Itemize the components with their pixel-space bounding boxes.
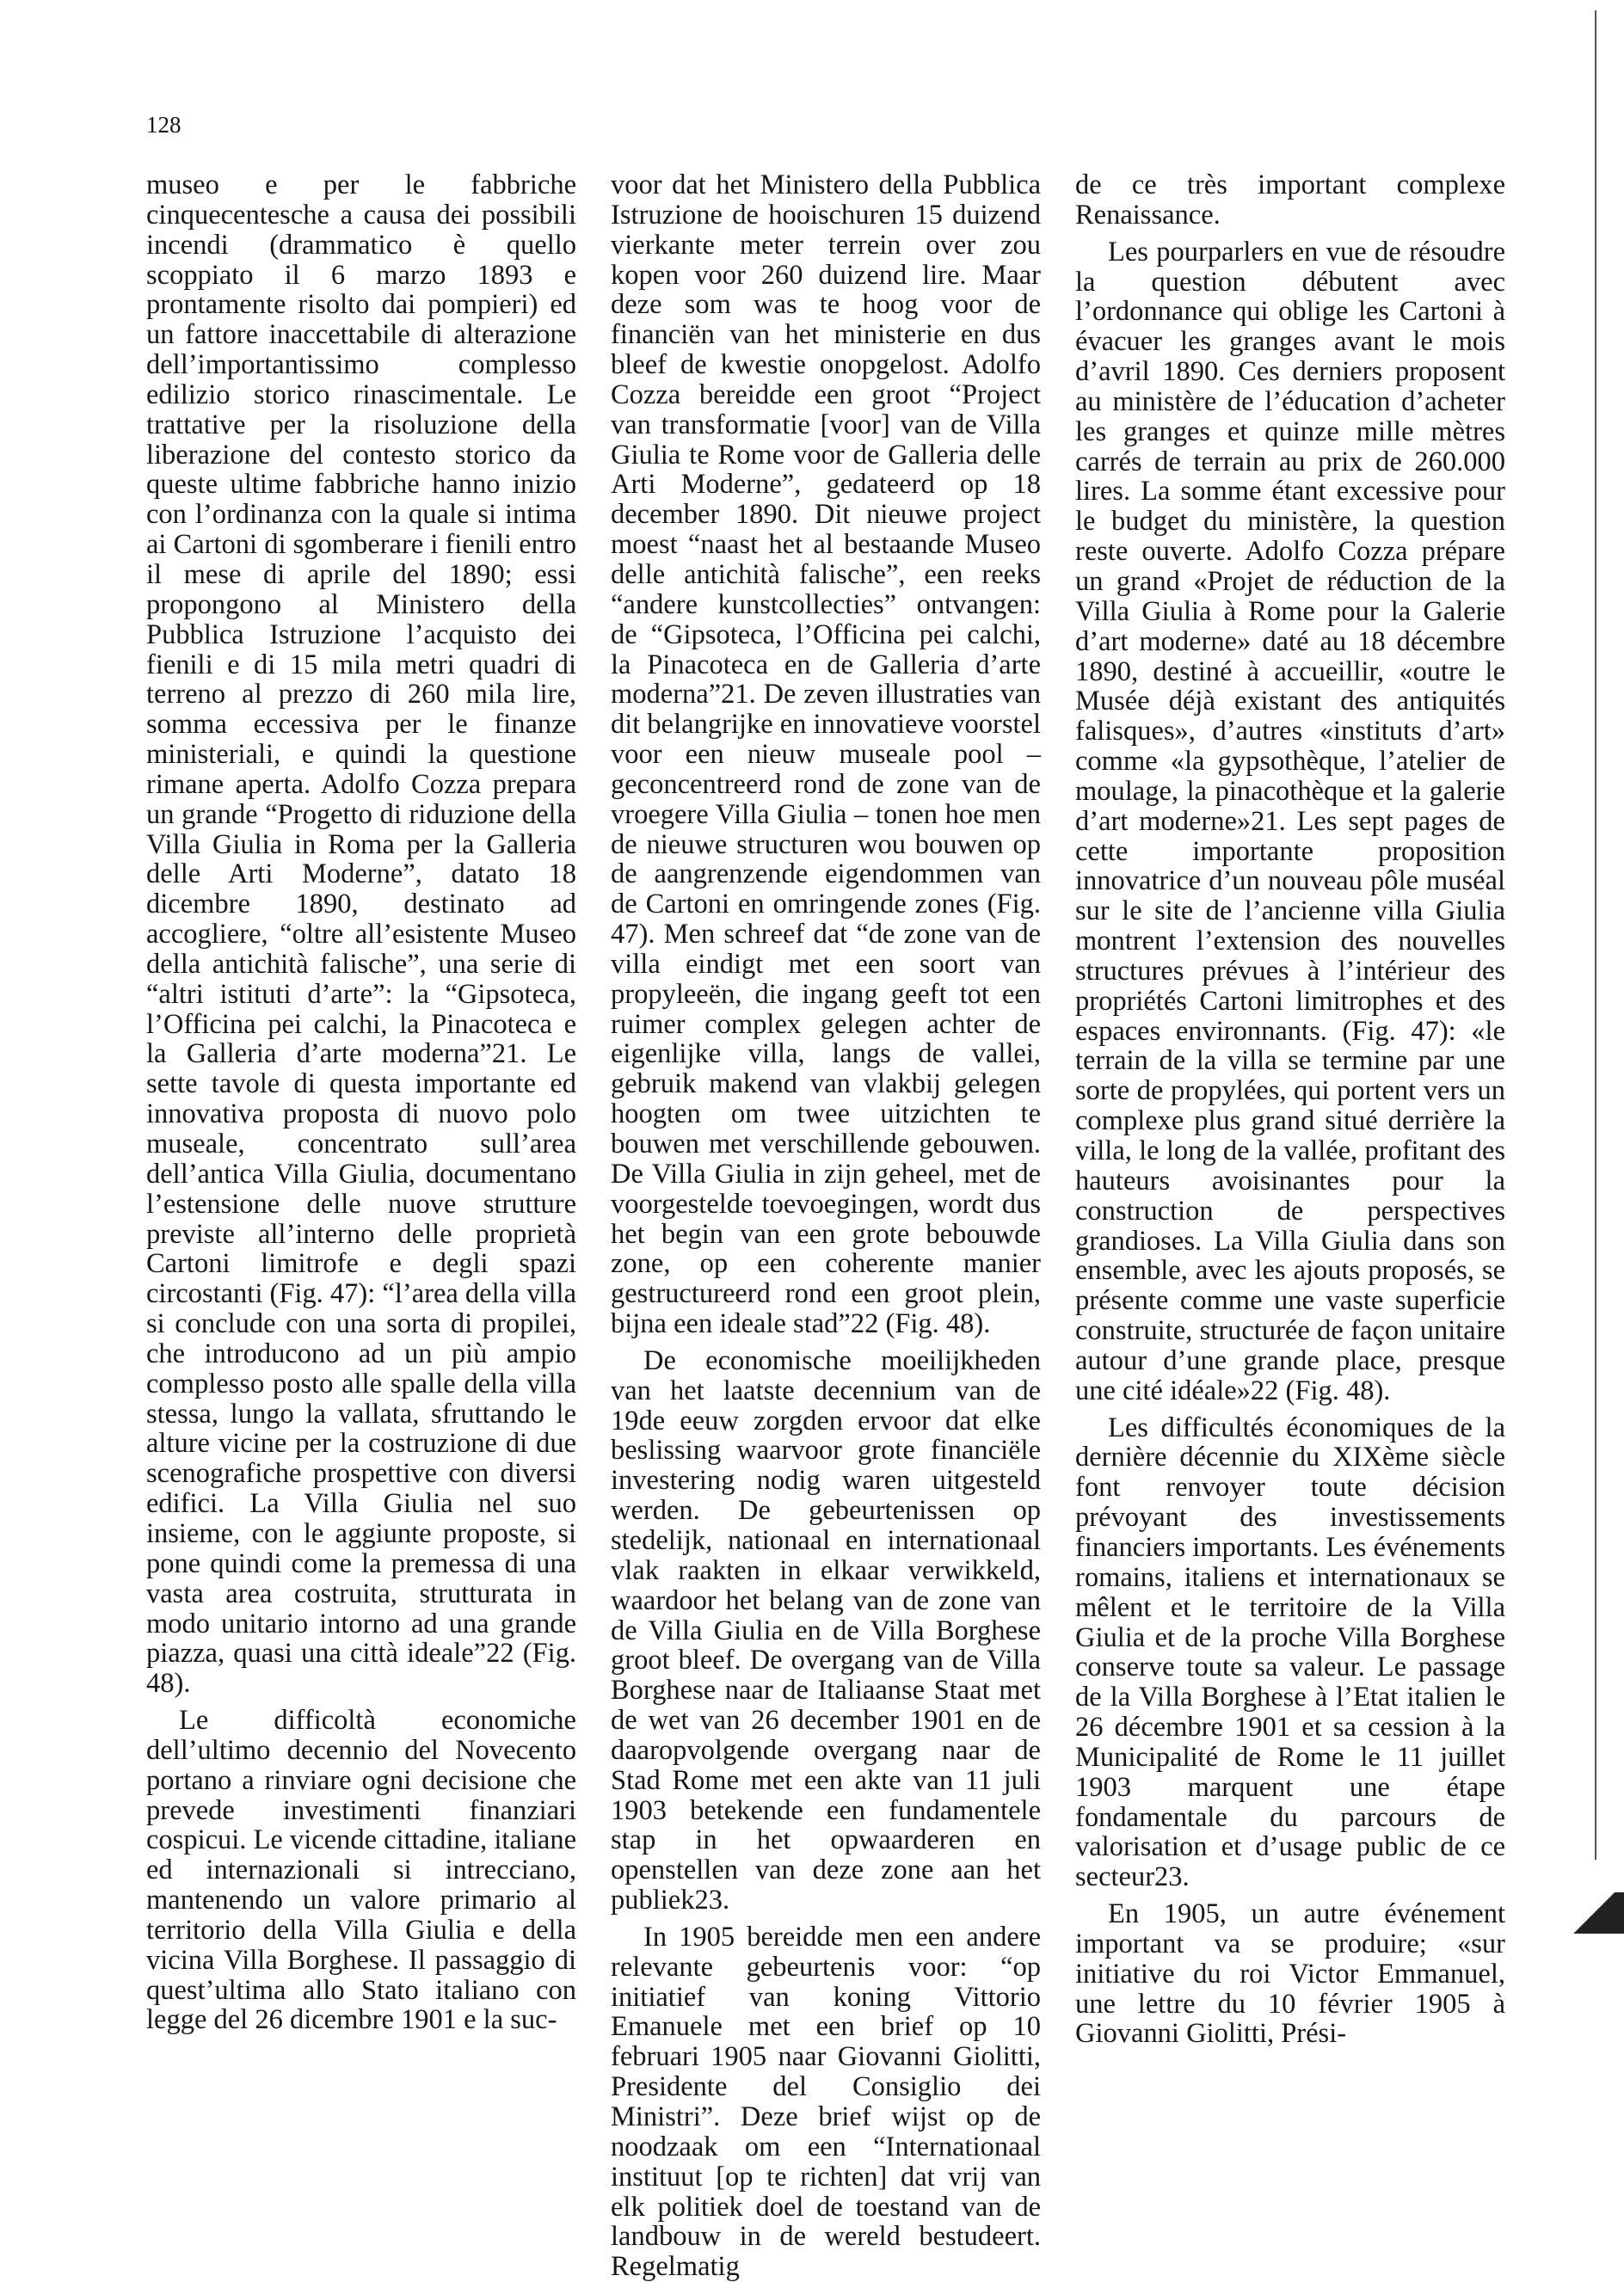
paragraph: de ce très important complexe Renaissance. <box>1075 169 1505 231</box>
paragraph: De economische moeilijkheden van het laatste decennium van de 19de eeuw zorgden ervoor dat elke beslissing waarvoor grote financiële investering nodig waren uitgesteld werden. De gebeurtenissen op stedelijk, nationaal en internationaal vlak raakten in elkaar verwikkeld, waardoor het belang van de zone van de Villa Giulia en de Villa Borghese groot bleef. De overgang van de Villa Borghese naar de Italiaanse Staat met de wet van 26 december 1901 en de daaropvolgende overgang naar de Stad Rome met een akte van 11 juli 1903 betekende een fundamentele stap in het opwaarderen en openstellen van deze zone aan het publiek23. <box>611 1344 1041 1916</box>
paragraph: Le difficoltà economiche dell’ultimo decennio del Novecento portano a rinviare ogni decisione che prevede investimenti finanziari cospicui. Le vicende cittadine, italiane ed internazionali si intrecciano, mantenendo un valore primario al territorio della Villa Giulia e della vicina Villa Borghese. Il passaggio di quest’ultima allo Stato italiano con legge del 26 dicembre 1901 e la suc- <box>146 1705 576 2036</box>
scan-corner-mark <box>1572 1892 1624 1934</box>
paragraph: Les difficultés économiques de la dernière décennie du XIXème siècle font renvoyer toute décision prévoyant des investissements financiers importants. Les événements romains, italiens et internationaux se mêlent et le territoire de la Villa Giulia et de la proche Villa Borghese conserve toute sa valeur. Le passage de la Villa Borghese à l’Etat italien le 26 décembre 1901 et sa cession à la Municipalité de Rome le 11 juillet 1903 marquent une étape fondamentale du parcours de valorisation et d’usage public de ce secteur23. <box>1075 1412 1505 1893</box>
paragraph: En 1905, un autre événement important va se produire; «sur initiative du roi Victor Emmanuel, une lettre du 10 février 1905 à Giovanni Giolitti, Prési- <box>1075 1898 1505 2050</box>
paragraph: museo e per le fabbriche cinquecentesche a causa dei possibili incendi (drammatico è quello scoppiato il 6 marzo 1893 e prontamente risolto dai pompieri) ed un fattore inaccettabile di alterazione dell’importantissimo complesso edilizio storico rinascimentale. Le trattative per la risoluzione della liberazione del contesto storico da queste ultime fabbriche hanno inizio con l’ordinanza con la quale si intima ai Cartoni di sgomberare i fienili entro il mese di aprile del 1890; essi propongono al Ministero della Pubblica Istruzione l’acquisto dei fienili e di 15 mila metri quadri di terreno al prezzo di 260 mila lire, somma eccessiva per le finanze ministeriali, e quindi la questione rimane aperta. Adolfo Cozza prepara un grande “Progetto di riduzione della Villa Giulia in Roma per la Galleria delle Arti Moderne”, datato 18 dicembre 1890, destinato ad accogliere, “oltre all’esistente Museo della antichità falische”, una serie di “altri istituti d’arte”: la “Gipsoteca, l’Officina pei calchi, la Pinacoteca e la Galleria d’arte moderna”21. Le sette tavole di questa importante ed innovativa proposta di nuovo polo museale, concentrato sull’area dell’antica Villa Giulia, documentano l’estensione delle nuove strutture previste all’interno delle proprietà Cartoni limitrofe e degli spazi circostanti (Fig. 47): “l’area della villa si conclude con una sorta di propilei, che introducono ad un più ampio complesso posto alle spalle della villa stessa, lungo la vallata, sfruttando le alture vicine per la costruzione di due scenografiche prospettive con diversi edifici. La Villa Giulia nel suo insieme, con le aggiunte proposte, si pone quindi come la premessa di una vasta area costruita, strutturata in modo unitario intorno ad una grande piazza, quasi una città ideale”22 (Fig. 48). <box>146 169 576 1700</box>
paragraph: In 1905 bereidde men een andere relevante gebeurtenis voor: “op initiatief van koning Vittorio Emanuele met een brief op 10 februari 1905 naar Giovanni Giolitti, Presidente del Consiglio dei Ministri”. Deze brief wijst op de noodzaak om een “Internationaal instituut [op te richten] dat vrij van elk politiek doel de toestand van de landbouw in de wereld bestudeert. Regelmatig <box>611 1921 1041 2282</box>
column-italian <box>146 170 576 2035</box>
paragraph: voor dat het Ministero della Pubblica Istruzione de hooischuren 15 duizend vierkante meter terrein over zou kopen voor 260 duizend lire. Maar deze som was te hoog voor de financiën van het ministerie en dus bleef de kwestie onopgelost. Adolfo Cozza bereidde een groot “Project van transformatie [voor] van de Villa Giulia te Rome voor de Galleria delle Arti Moderne”, gedateerd op 18 december 1890. Dit nieuwe project moest “naast het al bestaande Museo delle antichità falische”, een reeks “andere kunstcollecties” ontvangen: de “Gipsoteca, l’Officina pei calchi, la Pinacoteca en de Galleria d’arte moderna”21. De zeven illustraties van dit belangrijke en innovatieve voorstel voor een nieuw museale pool – geconcentreerd rond de zone van de vroegere Villa Giulia – tonen hoe men de nieuwe structuren wou bouwen op de aangrenzende eigendommen van de Cartoni en omringende zones (Fig. 47). Men schreef dat “de zone van de villa eindigt met een soort van propyleeën, die ingang geeft tot een ruimer complex gelegen achter de eigenlijke villa, langs de vallei, gebruik makend van vlakbij gelegen hoogten om twee uitzichten te bouwen met verschillende gebouwen. De Villa Giulia in zijn geheel, met de voorgestelde toevoegingen, wordt dus het begin van een grote bebouwde zone, op een coherente manier gestructureerd rond een groot plein, bijna een ideale stad”22 (Fig. 48). <box>611 169 1041 1340</box>
column-dutch <box>611 170 1041 2282</box>
paragraph: Les pourparlers en vue de résoudre la question débutent avec l’ordonnance qui oblige les Cartoni à évacuer les granges avant le mois d’avril 1890. Ces derniers proposent au ministère de l’éducation d’acheter les granges et quinze mille mètres carrés de terrain au prix de 260.000 lires. La somme étant excessive pour le budget du ministère, la question reste ouverte. Adolfo Cozza prépare un grand «Projet de réduction de la Villa Giulia à Rome pour la Galerie d’art moderne» daté au 18 décembre 1890, destiné à accueillir, «outre le Musée déjà existant des antiquités falisques», d’autres «instituts d’art» comme «la gypsothèque, l’atelier de moulage, la pinacothèque et la galerie d’art moderne»21. Les sept pages de cette importante proposition innovatrice d’un nouveau pôle muséal sur le site de l’ancienne villa Giulia montrent l’extension des nouvelles structures prévues à l’intérieur des propriétés Cartoni limitrophes et des espaces environnants. (Fig. 47): «le terrain de la villa se termine par une sorte de propylées, qui portent vers un complexe plus grand situé derrière la villa, le long de la vallée, profitant des hauteurs avoisinantes pour la construction de perspectives grandioses. La Villa Giulia dans son ensemble, avec les ajouts proposés, se présente comme une vaste superficie construite, structurée de façon unitaire autour d’une grande place, presque une cité idéale»22 (Fig. 48). <box>1075 236 1505 1406</box>
page-number: 128 <box>146 112 181 138</box>
scan-edge-line <box>1595 10 1596 1860</box>
column-french <box>1075 170 1505 2049</box>
